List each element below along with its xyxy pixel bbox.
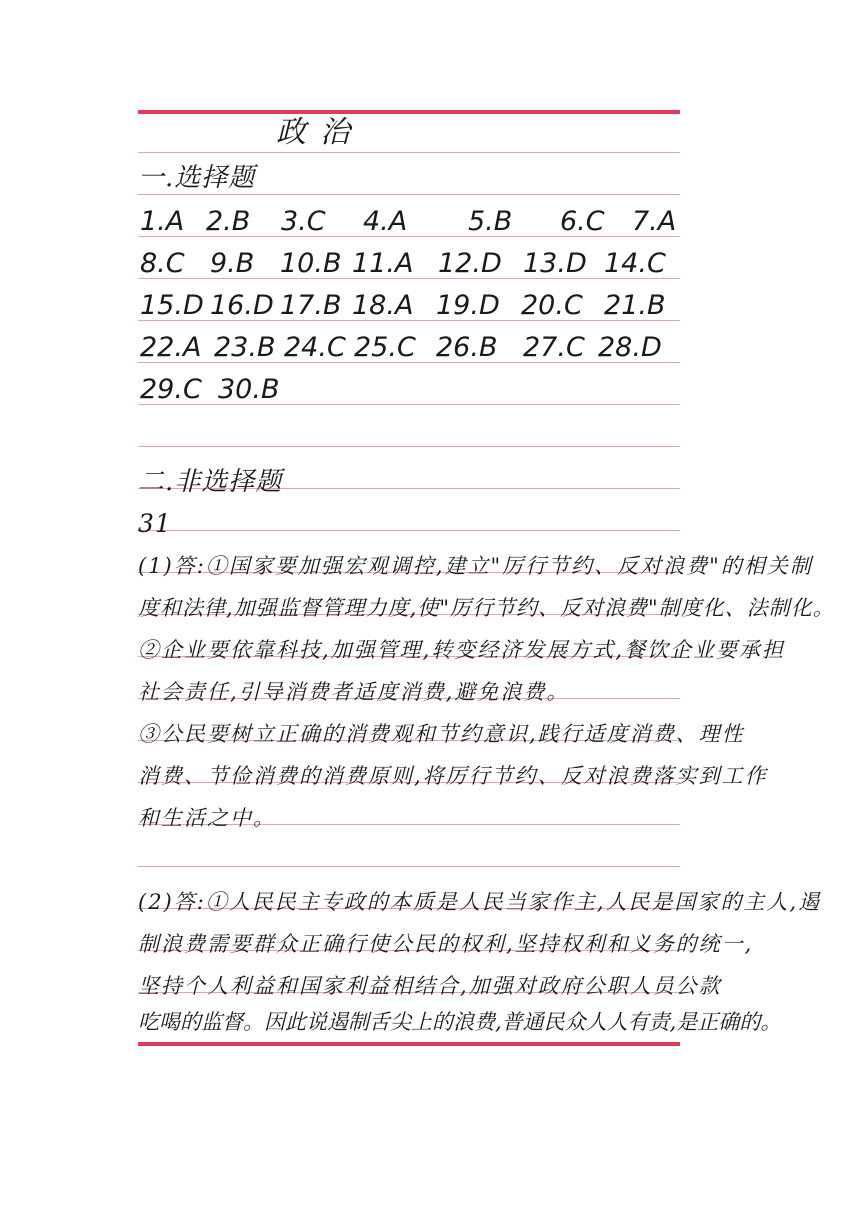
lined-answer-sheet — [138, 110, 835, 1050]
answer-item: 30.B — [218, 374, 280, 405]
ruled-line — [138, 152, 680, 153]
answer-part2-line: (2)答:①人民民主专政的本质是人民当家作主,人民是国家的主人,遏 — [138, 890, 822, 914]
section2-heading: 二.非选择题 — [138, 467, 283, 497]
answer-item: 1.A — [140, 206, 185, 237]
answer-part2-line: 坚持个人利益和国家利益相结合,加强对政府公职人员公款 — [138, 974, 722, 998]
answer-item: 20.C — [521, 290, 583, 321]
answer-item: 13.D — [523, 248, 587, 279]
section1-heading: 一.选择题 — [138, 163, 256, 193]
answer-item: 5.B — [468, 206, 513, 237]
answer-item: 24.C — [284, 332, 346, 363]
answer-part1-line: 消费、节俭消费的消费原则,将厉行节约、反对浪费落实到工作 — [138, 764, 768, 788]
answer-part1-line: ②企业要依靠科技,加强管理,转变经济发展方式,餐饮企业要承担 — [138, 638, 786, 662]
answer-item: 10.B — [280, 248, 342, 279]
answer-item: 6.C — [560, 206, 605, 237]
answer-part1-line: ③公民要树立正确的消费观和节约意识,践行适度消费、理性 — [138, 722, 745, 746]
answer-item: 7.A — [632, 206, 677, 237]
answer-item: 4.A — [363, 206, 408, 237]
top-border-line — [138, 110, 680, 114]
answer-item: 19.D — [436, 290, 500, 321]
answer-item: 28.D — [598, 332, 662, 363]
answer-item: 17.B — [280, 290, 342, 321]
answer-item: 27.C — [523, 332, 585, 363]
answer-part1-line: (1)答:①国家要加强宏观调控,建立"厉行节约、反对浪费"的相关制 — [138, 554, 813, 578]
answer-item: 15.D — [140, 290, 204, 321]
ruled-line — [138, 446, 680, 447]
answer-item: 16.D — [210, 290, 274, 321]
page-title: 政治 — [276, 115, 364, 150]
answer-part2-line: 制浪费需要群众正确行使公民的权利,坚持权利和义务的统一, — [138, 932, 754, 956]
answer-item: 25.C — [354, 332, 416, 363]
answer-item: 12.D — [438, 248, 502, 279]
answer-item: 8.C — [140, 248, 185, 279]
answer-part1-line: 社会责任,引导消费者适度消费,避免浪费。 — [138, 680, 570, 704]
bottom-border-line — [138, 1042, 680, 1046]
answer-item: 9.B — [210, 248, 255, 279]
answer-item: 3.C — [281, 206, 326, 237]
answer-part2-line: 吃喝的监督。因此说遏制舌尖上的浪费,普通民众人人有责,是正确的。 — [138, 1010, 782, 1034]
answer-item: 29.C — [140, 374, 202, 405]
ruled-line — [138, 866, 680, 867]
answer-item: 11.A — [352, 248, 414, 279]
answer-item: 2.B — [206, 206, 251, 237]
answer-item: 22.A — [140, 332, 202, 363]
answer-item: 14.C — [604, 248, 666, 279]
answer-part1-line: 和生活之中。 — [138, 806, 276, 830]
answer-item: 21.B — [604, 290, 666, 321]
answer-item: 23.B — [214, 332, 276, 363]
answer-item: 26.B — [436, 332, 498, 363]
answer-item: 18.A — [352, 290, 414, 321]
question-number: 31 — [138, 509, 172, 538]
answer-part1-line: 度和法律,加强监督管理力度,使"厉行节约、反对浪费"制度化、法制化。 — [138, 596, 835, 620]
